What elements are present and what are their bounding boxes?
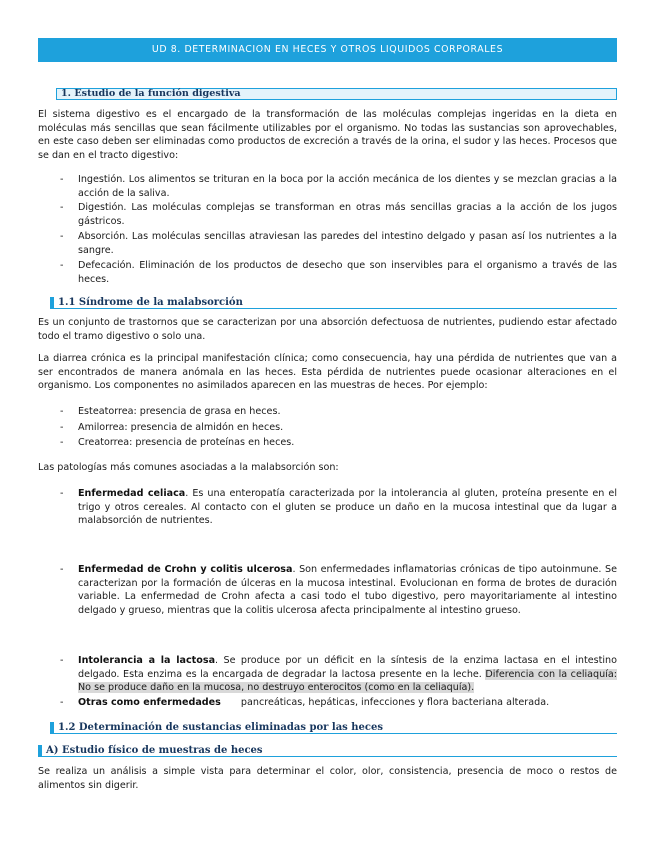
- chronic-diarrhea-paragraph: La diarrea crónica es la principal manifestación clínica; como consecuencia, hay una pérdida de nutrientes que van a ser encontrados de manera anómala en las heces. Esta pérdida de nutrientes puede ocasionar alteraciones en el organismo. Los componentes no asimilados aparecen en las muestras de heces. Por ejemplo:: [38, 353, 617, 392]
- section-1-title: 1. Estudio de la función digestiva: [61, 88, 241, 99]
- list-item-text: [78, 563, 617, 617]
- list-item-text: Esteatorrea: presencia de grasa en heces.: [78, 406, 281, 417]
- pathology-description: . Son enfermedades inflamatorias crónicas de tipo autoinmune. Se caracterizan por la formación de úlceras en la mucosa intestinal. Evolucionan en forma de brotes de duración variable. La enfermedad de Crohn afecta a casi todo el tubo digestivo, pero mayoritariamente al intestino delgado y grueso, mientras que la colitis ulcerosa afecta principalmente al intestino grueso.: [78, 564, 617, 616]
- bullet-dash: -: [60, 260, 64, 271]
- list-item-text: Ingestión. Los alimentos se trituran en la boca por la acción mecánica de los dientes y se mezclan gracias a la acción de la saliva.: [78, 174, 617, 199]
- section-1-intro: El sistema digestivo es el encargado de la transformación de las moléculas complejas ingeridas en la dieta en moléculas más sencillas que sean fácilmente utilizables por el organismo. No todas las sustancias son aprovechables, en este caso deben ser eliminadas como productos de excreción a través de la orina, el sudor y las heces. Procesos que se dan en el tracto digestivo:: [38, 109, 617, 161]
- bullet-dash: -: [60, 406, 64, 417]
- bullet-dash: -: [60, 488, 64, 499]
- list-item-text: [78, 487, 617, 528]
- bullet-dash: -: [60, 174, 64, 185]
- document-title: UD 8. DETERMINACION EN HECES Y OTROS LIQUIDOS CORPORALES: [151, 44, 504, 55]
- heading-accent: [50, 722, 54, 733]
- pathology-description: pancreáticas, hepáticas, infecciones y flora bacteriana alterada.: [240, 697, 550, 708]
- section-1-2-title: 1.2 Determinación de sustancias eliminadas por las heces: [58, 722, 384, 733]
- section-1-heading: [56, 88, 617, 100]
- highlighted-note: Diferencia con la celiaquía: No se produce daño en la mucosa, no destruyo enterocitos (como en la celiaquía).: [78, 668, 617, 694]
- list-item-text: Absorción. Las moléculas sencillas atraviesan las paredes del intestino delgado y pasan así los nutrientes a la sangre.: [78, 231, 617, 256]
- heading-accent: [50, 297, 54, 308]
- bullet-dash: -: [60, 655, 64, 666]
- pathology-term: Otras como enfermedades: [78, 697, 221, 708]
- bullet-dash: -: [60, 422, 64, 433]
- malabsorption-definition: Es un conjunto de trastornos que se caracterizan por una absorción defectuosa de nutrientes, pudiendo estar afectado todo el tramo digestivo o solo una.: [38, 317, 617, 342]
- pathology-term: Intolerancia a la lactosa: [78, 655, 216, 666]
- bullet-dash: -: [60, 202, 64, 213]
- section-a-heading: [38, 745, 617, 757]
- list-item-text: Digestión. Las moléculas complejas se transforman en otras más sencillas gracias a la acción de los jugos gástricos.: [78, 202, 617, 227]
- list-item-text: [78, 696, 617, 710]
- section-a-title: A) Estudio físico de muestras de heces: [46, 745, 263, 756]
- section-1-2-heading: [50, 722, 617, 734]
- page-header-banner: [38, 38, 617, 62]
- pathology-term: Enfermedad celiaca: [78, 488, 186, 499]
- pathology-description: . Es una enteropatía caracterizada por la intolerancia al gluten, proteína presente en el trigo y otros cereales. Al contacto con el gluten se produce un daño en la mucosa intestinal que da lugar a malabsorción de nutrientes.: [78, 488, 617, 527]
- heading-accent: [38, 745, 42, 756]
- pathologies-intro: Las patologías más comunes asociadas a la malabsorción son:: [38, 462, 339, 473]
- bullet-dash: -: [60, 697, 64, 708]
- section-a-paragraph: Se realiza un análisis a simple vista para determinar el color, olor, consistencia, presencia de moco o restos de alimentos sin digerir.: [38, 766, 617, 791]
- section-1-1-heading: [50, 297, 617, 309]
- bullet-dash: -: [60, 231, 64, 242]
- list-item-text: [78, 654, 617, 695]
- pathology-description: . Se produce por un déficit en la síntesis de la enzima lactasa en el intestino delgado. Esta enzima es la encargada de degradar la lactosa presente en la leche.: [78, 655, 617, 680]
- pathology-term: Enfermedad de Crohn y colitis ulcerosa: [78, 564, 293, 575]
- section-1-1-title: 1.1 Síndrome de la malabsorción: [58, 297, 243, 308]
- bullet-dash: -: [60, 437, 64, 448]
- list-item-text: Amilorrea: presencia de almidón en heces.: [78, 422, 284, 433]
- bullet-dash: -: [60, 564, 64, 575]
- list-item-text: Creatorrea: presencia de proteínas en heces.: [78, 437, 295, 448]
- list-item-text: Defecación. Eliminación de los productos de desecho que son inservibles para el organismo a través de las heces.: [78, 260, 617, 285]
